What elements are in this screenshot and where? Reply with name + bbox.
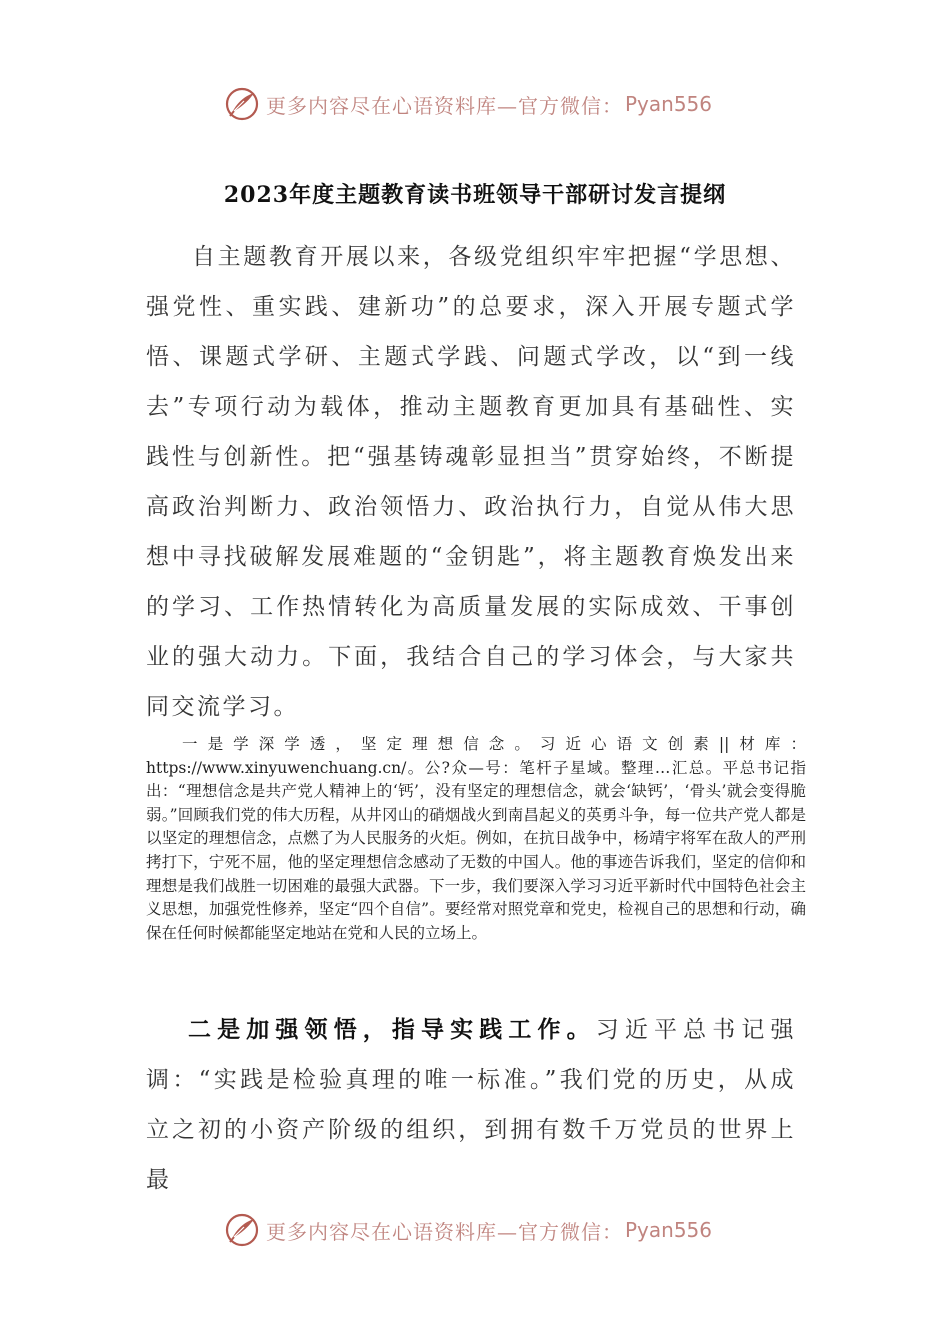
banner-text: 更多内容尽在心语资料库—官方微信： [266, 93, 623, 118]
banner-wechat-id: Pyan556 [625, 1218, 713, 1242]
header-banner [224, 84, 712, 124]
quill-logo-icon [224, 86, 260, 122]
intro-paragraph: 自主题教育开展以来，各级党组织牢牢把握“学思想、强党性、重实践、建新功”的总要求，深入开展专题式学悟、课题式学研、主题式学践、问题式学改，以“到一线去”专项行动为载体，推动主题教育更加具有基础性、实践性与创新性。把“强基铸魂彰显担当”贯穿始终，不断提高政治判断力、政治领悟力、政治执行力，自觉从伟大思想中寻找破解发展难题的“金钥匙”，将主题教育焕发出来的学习、工作热情转化为高质量发展的实际成效、干事创业的强大动力。下面，我结合自己的学习体会，与大家共同交流学习。 [146, 244, 796, 720]
point-two-body: 习近平总书记强调：“实践是检验真理的唯一标准。”我们党的历史，从成立之初的小资产阶级的组织，到拥有数千万党员的世界上最 [146, 1017, 796, 1193]
quill-logo-icon [224, 1212, 260, 1248]
page-title: 2023年度主题教育读书班领导干部研讨发言提纲 [223, 182, 727, 208]
point-two-heading: 二是加强领悟，指导实践工作。 [188, 1016, 596, 1043]
point-one-paragraph: 一是学深学透，坚定理想信念。习近心语文创素||材库：https://www.xinyuwenchuang.cn/。公?众—号：笔杆子星域。整理…汇总。平总书记指出：“理想信念是共产党人精神上的‘钙’，没有坚定的理想信念，就会‘缺钙’，‘骨头’就会变得脆弱。”回顾我们党的伟大历程，从井冈山的硝烟战火到南昌起义的英勇斗争，每一位共产党人都是以坚定的理想信念，点燃了为人民服务的火炬。例如，在抗日战争中，杨靖宇将军在敌人的严刑拷打下，宁死不屈，他的坚定理想信念感动了无数的中国人。他的事迹告诉我们，坚定的信仰和理想是我们战胜一切困难的最强大武器。下一步，我们要深入学习习近平新时代中国特色社会主义思想，加强党性修养，坚定“四个自信”。要经常对照党章和党史，检视自己的思想和行动，确保在任何时候都能坚定地站在党和人民的立场上。 [146, 735, 806, 942]
footer-banner [224, 1210, 712, 1250]
banner-wechat-id: Pyan556 [625, 92, 713, 116]
point-two-paragraph [146, 1005, 796, 1205]
banner-text: 更多内容尽在心语资料库—官方微信： [266, 1219, 623, 1244]
